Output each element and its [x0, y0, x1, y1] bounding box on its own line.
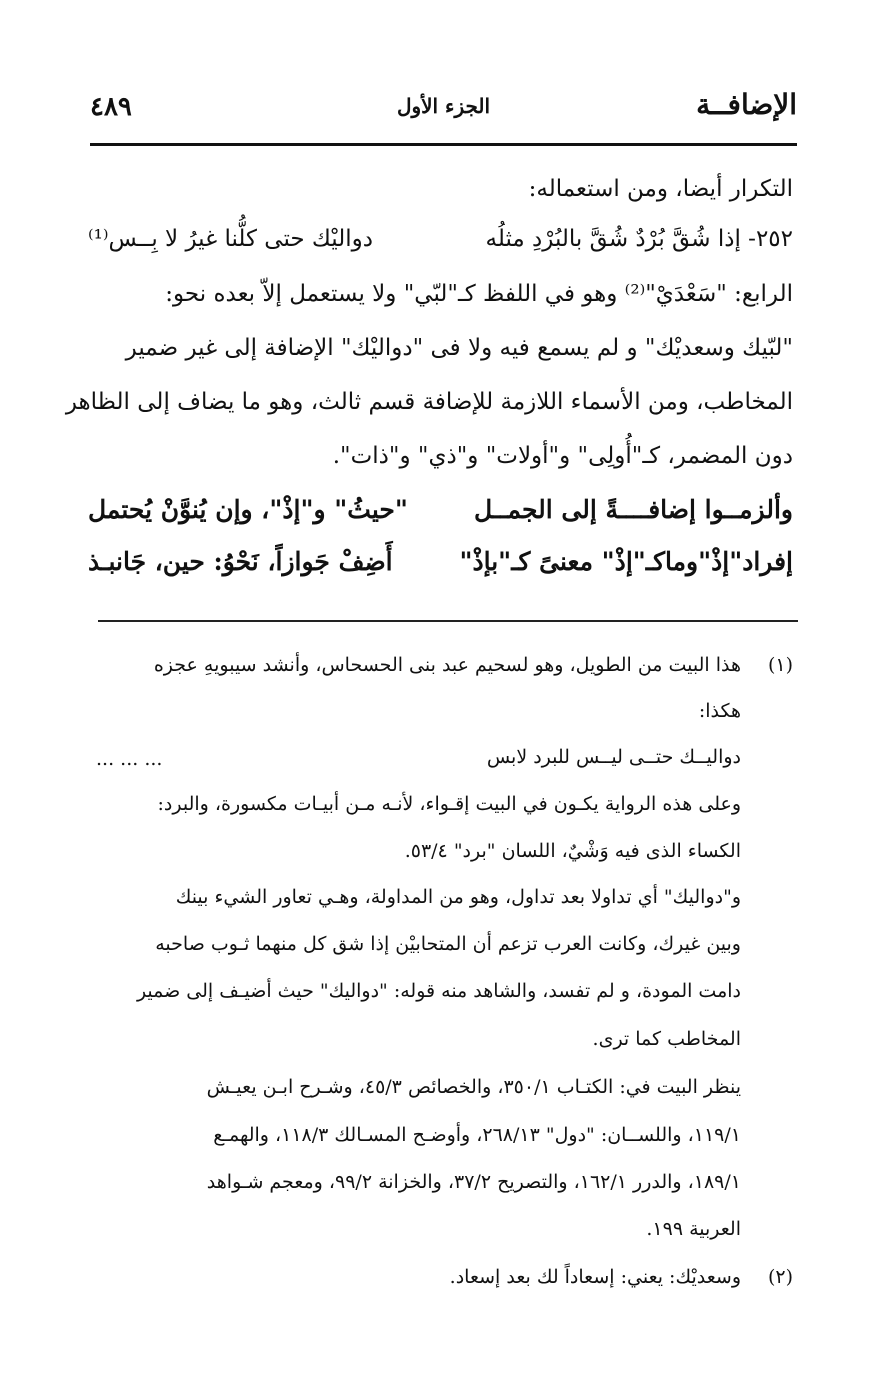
footnote-1-line-9: المخاطب كما ترى.: [592, 1028, 741, 1050]
footnote-1-line-6: و"دواليك" أي تداولا بعد تداول، وهو من المداولة، وهـي تعاور الشيء بينك: [175, 886, 741, 908]
body-line-1: التكرار أيضا، ومن استعماله:: [528, 176, 793, 202]
footnote-1-line-8: دامت المودة، و لم تفسد، والشاهد منه قوله: "دواليك" حيث أضيـف إلى ضمير: [136, 980, 741, 1002]
footnote-1-line-2: هكذا:: [698, 700, 741, 722]
footnote-1-line-5: الكساء الذى فيه وَشْيٌ، اللسان "برد" ٥٣/٤.: [404, 840, 741, 862]
page-number: ٤٨٩: [90, 92, 132, 122]
footnote-1-verse-ellipsis: ... ... ...: [96, 748, 163, 770]
body-line-5: المخاطب، ومن الأسماء اللازمة للإضافة قسم ثالث، وهو ما يضاف إلى الظاهر: [65, 389, 793, 415]
verse-252-second-half: دواليْك حتى كلُّنا غيرُ لا بِــس⁽¹⁾: [88, 226, 373, 252]
footnote-1-line-10: ينظر البيت في: الكتـاب ٣٥٠/١، والخصائص ٤٥/٣، وشـرح ابـن يعيـش: [206, 1076, 741, 1098]
footnote-separator: [98, 620, 798, 622]
poem-line-2-left: أَضِفْ جَوازاً، نَحْوُ: حين، جَانبـذ: [88, 547, 393, 576]
footnote-1-line-7: وبين غيرك، وكانت العرب تزعم أن المتحابيْن إذا شق كل منهما ثـوب صاحبه: [155, 933, 741, 955]
footnote-1-verse-right: دواليــك حتــى ليــس للبرد لابس: [486, 746, 741, 768]
page-header: [90, 80, 797, 140]
poem-line-1-left: "حيثُ" و"إذْ"، وإن يُنوَّنْ يُحتمل: [88, 495, 408, 524]
footnote-1-line-4: وعلى هذه الرواية يكـون في البيت إقـواء، لأنـه مـن أبيـات مكسورة، والبرد:: [157, 793, 741, 815]
footnote-2-text: وسعديْك: يعني: إسعاداً لك بعد إسعاد.: [449, 1266, 741, 1288]
header-divider: [90, 143, 797, 146]
poem-line-2-right: إفراد"إذْ"وماكـ"إذْ" معنىً كـ"بإذْ": [459, 547, 793, 576]
footnote-1-line-13: العربية ١٩٩.: [646, 1218, 741, 1240]
footnote-1-line-11: ١١٩/١، واللســان: "دول" ٢٦٨/١٣، وأوضـح المسـالك ١١٨/٣، والهمـع: [213, 1124, 741, 1146]
poem-line-1-right: وألزمــوا إضافــــةً إلى الجمــل: [473, 495, 793, 524]
volume-label: الجزء الأول: [396, 94, 491, 118]
footnote-1-line-12: ١٨٩/١، والدرر ١٦٢/١، والتصريح ٣٧/٢، والخزانة ٩٩/٢، ومعجم شـواهد: [206, 1171, 741, 1193]
body-line-3: الرابع: "سَعْدَيْ"⁽²⁾ وهو في اللفظ كـ"لبّي" ولا يستعمل إلاّ بعده نحو:: [165, 281, 793, 307]
footnote-1-marker: (١): [767, 654, 793, 676]
chapter-title: الإضافــة: [696, 88, 797, 121]
footnote-2-marker: (٢): [767, 1266, 793, 1288]
body-line-6: دون المضمر، كـ"أُولِى" و"أولات" و"ذي" و"ذات".: [332, 443, 793, 469]
verse-252-first-half: ٢٥٢- إذا شُقَّ بُرْدٌ شُقَّ بالبُرْدِ مثلُه: [485, 226, 793, 252]
footnote-1-line-1: هذا البيت من الطويل، وهو لسحيم عبد بنى الحسحاس، وأنشد سيبويهِ عجزه: [153, 654, 741, 676]
body-line-4: "لبّيك وسعديْك" و لم يسمع فيه ولا فى "دواليْك" الإضافة إلى غير ضمير: [125, 335, 793, 361]
